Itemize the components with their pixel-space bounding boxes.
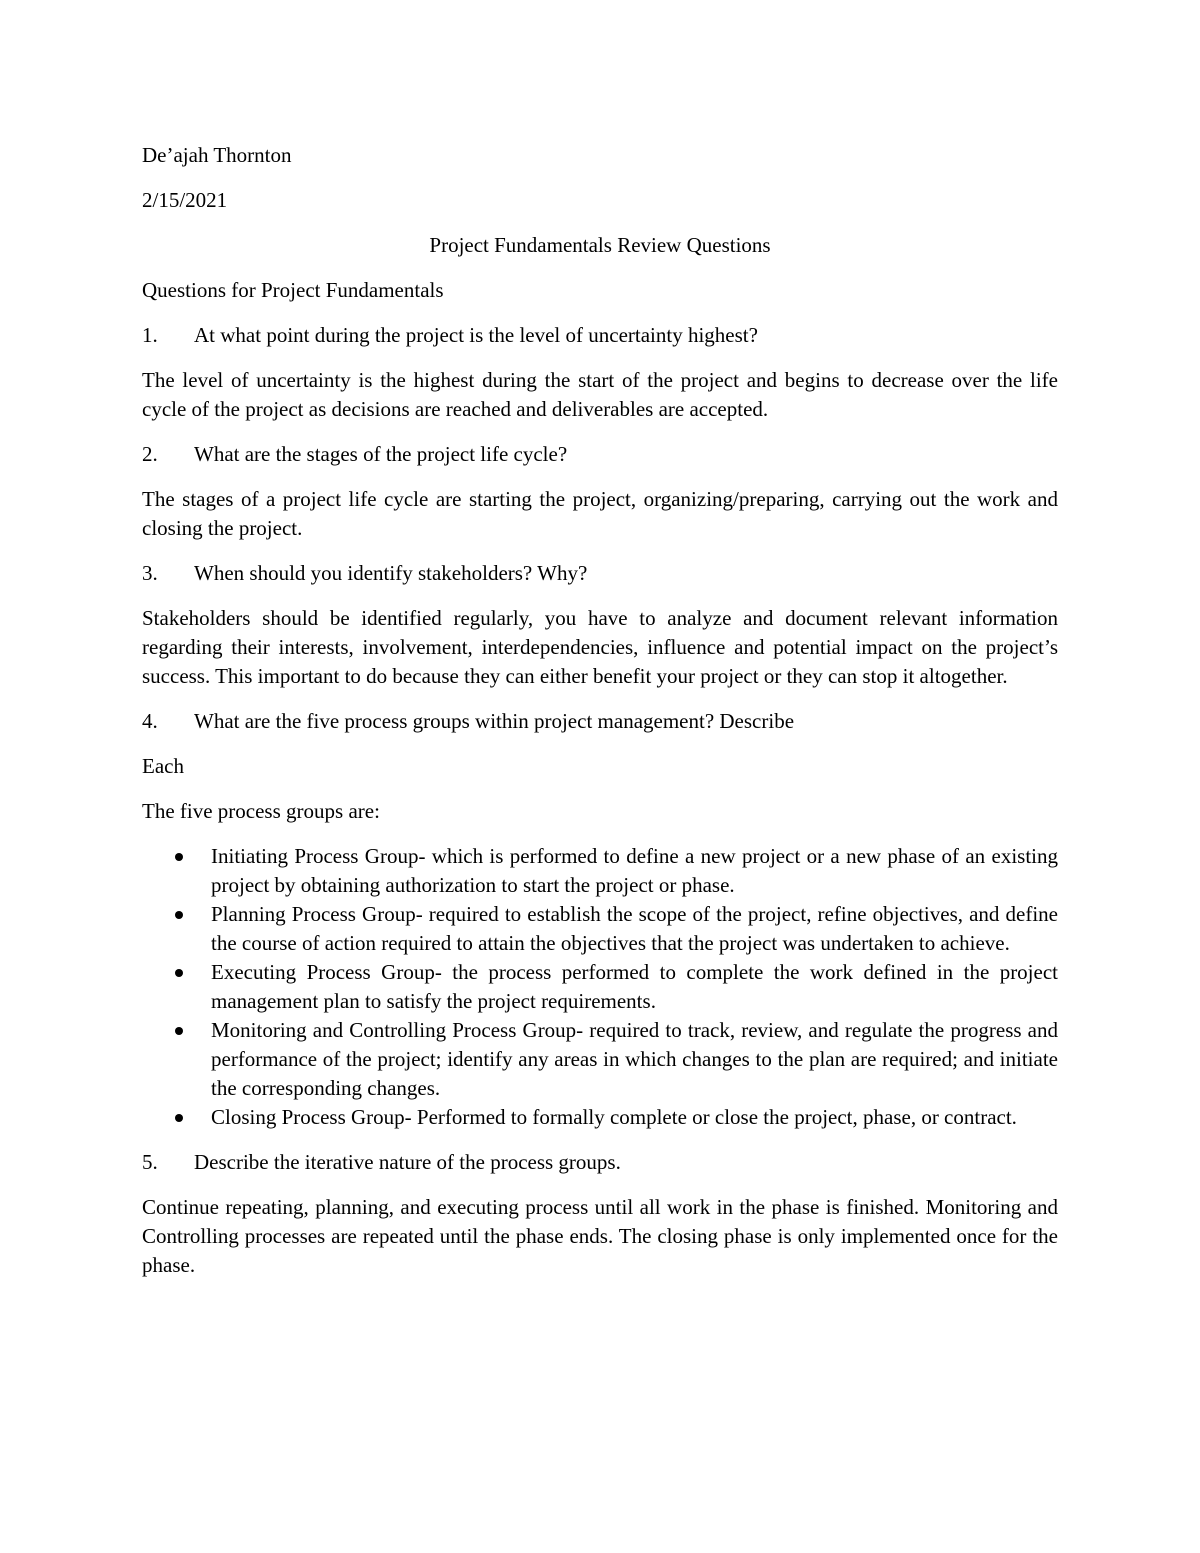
document-title: Project Fundamentals Review Questions xyxy=(429,233,771,257)
list-item-text: Closing Process Group- Performed to formally complete or close the project, phase, or contract. xyxy=(211,1105,1017,1129)
answer-3: Stakeholders should be identified regularly, you have to analyze and document relevant information regarding their interests, involvement, interdependencies, influence and potential impact on the project’s success. This important to do because they can either benefit your project or they can stop it altogether. xyxy=(142,606,1058,688)
list-item xyxy=(142,900,1058,958)
answer-1: The level of uncertainty is the highest during the start of the project and begins to decrease over the life cycle of the project as decisions are reached and deliverables are accepted. xyxy=(142,368,1058,421)
question-5 xyxy=(142,1148,1058,1177)
question-4 xyxy=(142,707,1058,736)
question-number: 1. xyxy=(142,323,158,347)
bullet-icon xyxy=(142,842,211,900)
question-number: 3. xyxy=(142,561,158,585)
list-item-text: Initiating Process Group- which is performed to define a new project or a new phase of an existing project by obtaining authorization to start the project or phase. xyxy=(211,844,1058,897)
answer-2: The stages of a project life cycle are starting the project, organizing/preparing, carrying out the work and closing the project. xyxy=(142,487,1058,540)
list-item xyxy=(142,842,1058,900)
list-item xyxy=(142,1103,1058,1132)
process-groups-list xyxy=(142,842,1058,1132)
answer-4-intro: The five process groups are: xyxy=(142,799,380,823)
bullet-icon xyxy=(142,958,211,1016)
question-number: 5. xyxy=(142,1150,158,1174)
answer-5: Continue repeating, planning, and executing process until all work in the phase is finished. Monitoring and Controlling processes are repeated until the phase ends. The closing phase is only implemented once for the phase. xyxy=(142,1195,1058,1277)
document-date: 2/15/2021 xyxy=(142,188,228,212)
list-item xyxy=(142,1016,1058,1103)
question-text: When should you identify stakeholders? Why? xyxy=(194,561,588,585)
question-number: 2. xyxy=(142,442,158,466)
list-item-text: Executing Process Group- the process performed to complete the work defined in the project management plan to satisfy the project requirements. xyxy=(211,960,1058,1013)
question-text: At what point during the project is the level of uncertainty highest? xyxy=(194,323,758,347)
question-text: What are the stages of the project life cycle? xyxy=(194,442,568,466)
list-item xyxy=(142,958,1058,1016)
bullet-icon xyxy=(142,900,211,958)
author-name: De’ajah Thornton xyxy=(142,143,292,167)
question-3 xyxy=(142,559,1058,588)
question-text: What are the five process groups within project management? Describe xyxy=(194,709,795,733)
bullet-icon xyxy=(142,1016,211,1103)
question-text: Describe the iterative nature of the process groups. xyxy=(194,1150,621,1174)
question-1 xyxy=(142,321,1058,350)
document-body xyxy=(142,141,1058,1296)
question-2 xyxy=(142,440,1058,469)
question-number: 4. xyxy=(142,709,158,733)
bullet-icon xyxy=(142,1103,211,1132)
question-4-continuation: Each xyxy=(142,754,184,778)
document-subtitle: Questions for Project Fundamentals xyxy=(142,278,444,302)
list-item-text: Monitoring and Controlling Process Group- required to track, review, and regulate the progress and performance of the project; identify any areas in which changes to the plan are required; and initiate the corresponding changes. xyxy=(211,1018,1058,1100)
list-item-text: Planning Process Group- required to establish the scope of the project, refine objectives, and define the course of action required to attain the objectives that the project was undertaken to achieve. xyxy=(211,902,1058,955)
